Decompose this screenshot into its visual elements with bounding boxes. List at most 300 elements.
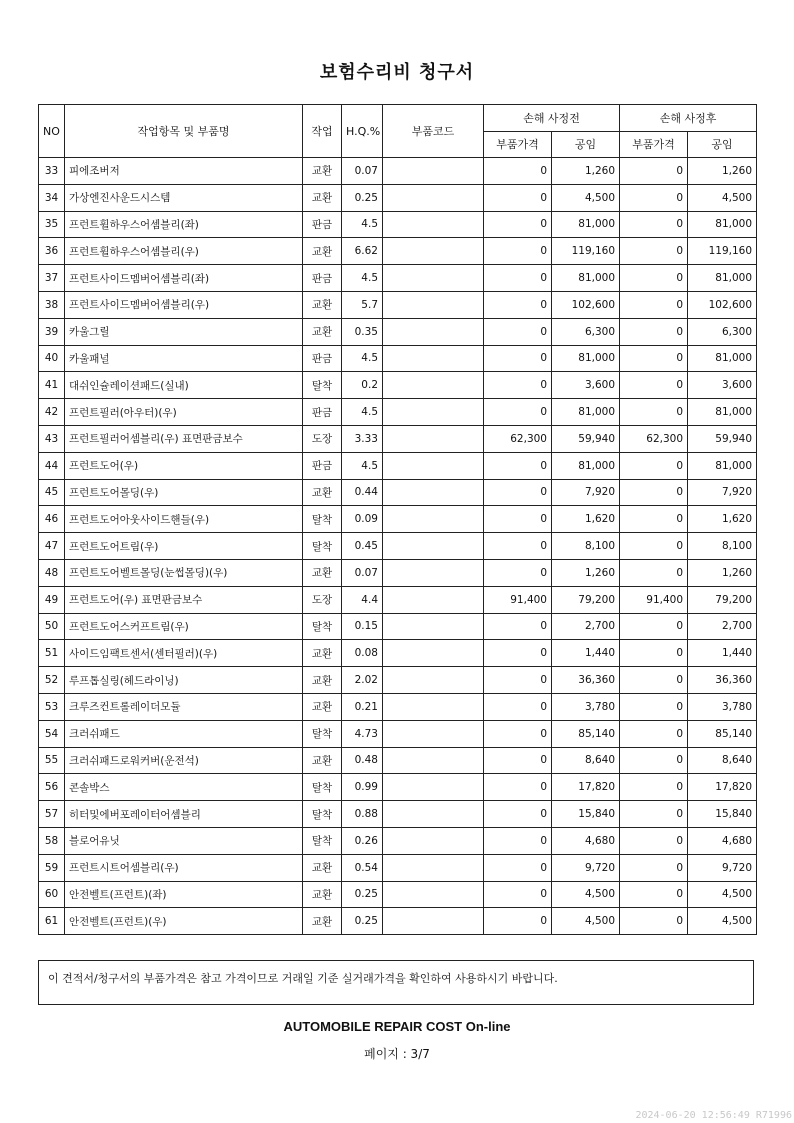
table-row xyxy=(39,774,757,801)
work-type: 탈착 xyxy=(303,613,342,640)
work-type: 교환 xyxy=(303,881,342,908)
after-labor: 3,780 xyxy=(688,693,757,720)
item-name: 콘솔박스 xyxy=(65,774,303,801)
hq-value: 4.5 xyxy=(342,211,383,238)
item-name: 블로어유닛 xyxy=(65,827,303,854)
after-labor: 102,600 xyxy=(688,291,757,318)
part-code xyxy=(383,238,484,265)
before-labor: 1,260 xyxy=(552,158,620,185)
item-name: 프런트도어트림(우) xyxy=(65,533,303,560)
hq-value: 0.21 xyxy=(342,693,383,720)
before-part-price: 0 xyxy=(484,747,552,774)
before-labor: 102,600 xyxy=(552,291,620,318)
after-part-price: 0 xyxy=(620,827,688,854)
after-part-price: 0 xyxy=(620,667,688,694)
part-code xyxy=(383,854,484,881)
table-row xyxy=(39,238,757,265)
before-labor: 81,000 xyxy=(552,399,620,426)
table-row xyxy=(39,720,757,747)
row-no: 52 xyxy=(39,667,65,694)
work-type: 판금 xyxy=(303,265,342,292)
after-labor-header: 공임 xyxy=(688,131,757,158)
before-part-price: 0 xyxy=(484,827,552,854)
part-code xyxy=(383,586,484,613)
row-no: 46 xyxy=(39,506,65,533)
row-no: 50 xyxy=(39,613,65,640)
before-labor: 2,700 xyxy=(552,613,620,640)
before-part-price: 0 xyxy=(484,452,552,479)
before-part-price: 91,400 xyxy=(484,586,552,613)
row-no: 41 xyxy=(39,372,65,399)
after-part-price: 0 xyxy=(620,613,688,640)
after-labor: 119,160 xyxy=(688,238,757,265)
after-part-price: 0 xyxy=(620,452,688,479)
hq-value: 6.62 xyxy=(342,238,383,265)
hq-value: 0.54 xyxy=(342,854,383,881)
page-number: 페이지 : 3/7 xyxy=(364,1047,430,1061)
row-no: 51 xyxy=(39,640,65,667)
before-labor: 81,000 xyxy=(552,452,620,479)
hq-value: 0.88 xyxy=(342,801,383,828)
table-body xyxy=(39,158,757,935)
after-part-price: 0 xyxy=(620,693,688,720)
work-type: 탈착 xyxy=(303,372,342,399)
before-part-price: 0 xyxy=(484,720,552,747)
col-no-header: NO xyxy=(39,105,65,158)
table-row xyxy=(39,425,757,452)
row-no: 58 xyxy=(39,827,65,854)
before-labor: 81,000 xyxy=(552,345,620,372)
after-labor: 4,500 xyxy=(688,908,757,935)
after-labor: 79,200 xyxy=(688,586,757,613)
table-row xyxy=(39,211,757,238)
item-name: 프런트도어몰딩(우) xyxy=(65,479,303,506)
before-labor: 3,780 xyxy=(552,693,620,720)
after-part-price: 0 xyxy=(620,345,688,372)
before-labor: 85,140 xyxy=(552,720,620,747)
part-code xyxy=(383,693,484,720)
item-name: 프런트사이드멤버어셈블리(좌) xyxy=(65,265,303,292)
item-name: 루프톱실링(헤드라이닝) xyxy=(65,667,303,694)
table-row xyxy=(39,318,757,345)
hq-value: 0.07 xyxy=(342,559,383,586)
after-labor: 81,000 xyxy=(688,399,757,426)
hq-value: 0.45 xyxy=(342,533,383,560)
before-labor: 81,000 xyxy=(552,265,620,292)
hq-value: 3.33 xyxy=(342,425,383,452)
before-part-price: 0 xyxy=(484,184,552,211)
row-no: 38 xyxy=(39,291,65,318)
table-row xyxy=(39,345,757,372)
before-labor: 7,920 xyxy=(552,479,620,506)
part-code xyxy=(383,774,484,801)
work-type: 교환 xyxy=(303,854,342,881)
part-code xyxy=(383,640,484,667)
table-row xyxy=(39,533,757,560)
after-labor: 1,260 xyxy=(688,559,757,586)
before-labor: 81,000 xyxy=(552,211,620,238)
work-type: 판금 xyxy=(303,452,342,479)
part-code xyxy=(383,908,484,935)
part-code xyxy=(383,533,484,560)
table-row xyxy=(39,801,757,828)
hq-value: 0.44 xyxy=(342,479,383,506)
item-name: 프런트도어벨트몰딩(눈썹몰딩)(우) xyxy=(65,559,303,586)
row-no: 40 xyxy=(39,345,65,372)
row-no: 57 xyxy=(39,801,65,828)
row-no: 34 xyxy=(39,184,65,211)
after-labor: 81,000 xyxy=(688,211,757,238)
after-labor: 8,640 xyxy=(688,747,757,774)
row-no: 36 xyxy=(39,238,65,265)
before-part-price: 0 xyxy=(484,640,552,667)
after-part-price: 0 xyxy=(620,640,688,667)
before-labor: 8,640 xyxy=(552,747,620,774)
before-part-price: 0 xyxy=(484,613,552,640)
item-name: 사이드임팩트센서(센터필러)(우) xyxy=(65,640,303,667)
row-no: 33 xyxy=(39,158,65,185)
after-labor: 6,300 xyxy=(688,318,757,345)
before-labor: 1,260 xyxy=(552,559,620,586)
before-part-price: 0 xyxy=(484,291,552,318)
item-name: 프런트필러(아우터)(우) xyxy=(65,399,303,426)
after-part-price: 0 xyxy=(620,747,688,774)
after-part-price: 0 xyxy=(620,479,688,506)
before-labor: 4,680 xyxy=(552,827,620,854)
work-type: 탈착 xyxy=(303,720,342,747)
after-part-price: 91,400 xyxy=(620,586,688,613)
before-part-price: 0 xyxy=(484,158,552,185)
part-code xyxy=(383,291,484,318)
item-name: 프런트도어스커프트림(우) xyxy=(65,613,303,640)
print-timestamp: 2024-06-20 12:56:49 R71996 xyxy=(635,1110,792,1121)
table-row xyxy=(39,184,757,211)
table-row xyxy=(39,881,757,908)
row-no: 54 xyxy=(39,720,65,747)
work-type: 교환 xyxy=(303,667,342,694)
work-type: 교환 xyxy=(303,238,342,265)
hq-value: 4.5 xyxy=(342,399,383,426)
before-part-price: 0 xyxy=(484,238,552,265)
before-part-price: 0 xyxy=(484,559,552,586)
hq-value: 0.26 xyxy=(342,827,383,854)
table-row xyxy=(39,613,757,640)
after-labor: 4,500 xyxy=(688,184,757,211)
before-part-price: 0 xyxy=(484,854,552,881)
footer-title: AUTOMOBILE REPAIR COST On-line xyxy=(283,1019,511,1034)
table-row xyxy=(39,559,757,586)
after-part-price: 0 xyxy=(620,238,688,265)
part-code xyxy=(383,399,484,426)
hq-value: 0.08 xyxy=(342,640,383,667)
hq-value: 0.09 xyxy=(342,506,383,533)
part-code xyxy=(383,720,484,747)
after-part-price: 0 xyxy=(620,908,688,935)
item-name: 프런트도어(우) xyxy=(65,452,303,479)
row-no: 60 xyxy=(39,881,65,908)
row-no: 47 xyxy=(39,533,65,560)
after-part-price: 0 xyxy=(620,184,688,211)
col-hq-header: H.Q.% xyxy=(342,105,383,158)
before-labor: 1,440 xyxy=(552,640,620,667)
after-part-price: 0 xyxy=(620,399,688,426)
hq-value: 0.15 xyxy=(342,613,383,640)
item-name: 크러쉬패드 xyxy=(65,720,303,747)
hq-value: 4.5 xyxy=(342,452,383,479)
before-part-price: 0 xyxy=(484,667,552,694)
before-part-price: 0 xyxy=(484,774,552,801)
after-labor: 81,000 xyxy=(688,265,757,292)
hq-value: 0.25 xyxy=(342,881,383,908)
before-labor: 4,500 xyxy=(552,881,620,908)
part-code xyxy=(383,479,484,506)
before-labor: 4,500 xyxy=(552,908,620,935)
hq-value: 2.02 xyxy=(342,667,383,694)
work-type: 도장 xyxy=(303,425,342,452)
item-name: 프런트필러어셈블리(우) 표면판금보수 xyxy=(65,425,303,452)
table-row xyxy=(39,586,757,613)
after-part-price: 0 xyxy=(620,720,688,747)
after-part-price: 0 xyxy=(620,318,688,345)
part-code xyxy=(383,318,484,345)
before-part-price: 0 xyxy=(484,908,552,935)
part-code xyxy=(383,881,484,908)
work-type: 탈착 xyxy=(303,506,342,533)
before-labor: 3,600 xyxy=(552,372,620,399)
hq-value: 5.7 xyxy=(342,291,383,318)
table-row xyxy=(39,693,757,720)
table-row xyxy=(39,399,757,426)
part-code xyxy=(383,613,484,640)
before-labor: 119,160 xyxy=(552,238,620,265)
before-part-price: 0 xyxy=(484,399,552,426)
after-part-price: 0 xyxy=(620,265,688,292)
table-row xyxy=(39,372,757,399)
before-labor: 59,940 xyxy=(552,425,620,452)
after-part-price: 0 xyxy=(620,372,688,399)
work-type: 교환 xyxy=(303,318,342,345)
item-name: 안전벨트(프런트)(좌) xyxy=(65,881,303,908)
work-type: 교환 xyxy=(303,693,342,720)
before-assessment-header: 손해 사정전 xyxy=(484,105,620,132)
repair-cost-table xyxy=(38,104,757,935)
row-no: 53 xyxy=(39,693,65,720)
work-type: 탈착 xyxy=(303,533,342,560)
before-labor-header: 공임 xyxy=(552,131,620,158)
row-no: 59 xyxy=(39,854,65,881)
item-name: 프런트사이드멤버어셈블리(우) xyxy=(65,291,303,318)
col-code-header: 부품코드 xyxy=(383,105,484,158)
before-labor: 4,500 xyxy=(552,184,620,211)
before-part-price: 0 xyxy=(484,801,552,828)
item-name: 대쉬인슐레이션패드(실내) xyxy=(65,372,303,399)
after-part-price: 0 xyxy=(620,774,688,801)
hq-value: 4.5 xyxy=(342,345,383,372)
item-name: 가상엔진사운드시스템 xyxy=(65,184,303,211)
after-labor: 1,620 xyxy=(688,506,757,533)
hq-value: 0.25 xyxy=(342,908,383,935)
work-type: 도장 xyxy=(303,586,342,613)
after-labor: 15,840 xyxy=(688,801,757,828)
table-row xyxy=(39,854,757,881)
after-part-price: 0 xyxy=(620,854,688,881)
table-row xyxy=(39,667,757,694)
after-labor: 17,820 xyxy=(688,774,757,801)
before-labor: 17,820 xyxy=(552,774,620,801)
part-code xyxy=(383,184,484,211)
table-row xyxy=(39,640,757,667)
table-row xyxy=(39,291,757,318)
before-labor: 6,300 xyxy=(552,318,620,345)
part-code xyxy=(383,265,484,292)
part-code xyxy=(383,425,484,452)
before-part-price: 0 xyxy=(484,693,552,720)
work-type: 판금 xyxy=(303,345,342,372)
before-part-price: 0 xyxy=(484,479,552,506)
row-no: 61 xyxy=(39,908,65,935)
after-part-price: 0 xyxy=(620,801,688,828)
after-labor: 8,100 xyxy=(688,533,757,560)
part-code xyxy=(383,345,484,372)
table-row xyxy=(39,827,757,854)
item-name: 프런트시트어셈블리(우) xyxy=(65,854,303,881)
part-code xyxy=(383,801,484,828)
part-code xyxy=(383,211,484,238)
item-name: 프런트도어아웃사이드핸들(우) xyxy=(65,506,303,533)
after-part-price: 0 xyxy=(620,506,688,533)
hq-value: 0.07 xyxy=(342,158,383,185)
hq-value: 0.35 xyxy=(342,318,383,345)
item-name: 크루즈컨트롤레이더모듈 xyxy=(65,693,303,720)
work-type: 탈착 xyxy=(303,774,342,801)
before-part-price: 0 xyxy=(484,372,552,399)
hq-value: 0.2 xyxy=(342,372,383,399)
work-type: 탈착 xyxy=(303,827,342,854)
after-labor: 9,720 xyxy=(688,854,757,881)
price-notice: 이 견적서/청구서의 부품가격은 참고 가격이므로 거래일 기준 실거래가격을 확인하여 사용하시기 바랍니다. xyxy=(38,960,754,1005)
table-row xyxy=(39,265,757,292)
after-part-price: 62,300 xyxy=(620,425,688,452)
before-labor: 79,200 xyxy=(552,586,620,613)
row-no: 55 xyxy=(39,747,65,774)
work-type: 교환 xyxy=(303,640,342,667)
hq-value: 4.5 xyxy=(342,265,383,292)
before-part-price: 0 xyxy=(484,533,552,560)
work-type: 교환 xyxy=(303,559,342,586)
work-type: 판금 xyxy=(303,211,342,238)
item-name: 히터및에버포레이터어셈블리 xyxy=(65,801,303,828)
item-name: 카울그릴 xyxy=(65,318,303,345)
after-part-price: 0 xyxy=(620,158,688,185)
after-labor: 4,680 xyxy=(688,827,757,854)
part-code xyxy=(383,559,484,586)
after-labor: 1,440 xyxy=(688,640,757,667)
after-part-price: 0 xyxy=(620,559,688,586)
before-labor: 1,620 xyxy=(552,506,620,533)
row-no: 39 xyxy=(39,318,65,345)
col-work-header: 작업 xyxy=(303,105,342,158)
table-row xyxy=(39,479,757,506)
before-part-price: 0 xyxy=(484,265,552,292)
before-part-price: 0 xyxy=(484,506,552,533)
after-labor: 81,000 xyxy=(688,345,757,372)
row-no: 45 xyxy=(39,479,65,506)
part-code xyxy=(383,452,484,479)
part-code xyxy=(383,506,484,533)
before-labor: 15,840 xyxy=(552,801,620,828)
after-labor: 81,000 xyxy=(688,452,757,479)
part-code xyxy=(383,158,484,185)
after-part-price: 0 xyxy=(620,881,688,908)
part-code xyxy=(383,372,484,399)
after-labor: 1,260 xyxy=(688,158,757,185)
row-no: 44 xyxy=(39,452,65,479)
work-type: 교환 xyxy=(303,747,342,774)
before-part-price: 0 xyxy=(484,211,552,238)
hq-value: 4.73 xyxy=(342,720,383,747)
after-part-price: 0 xyxy=(620,211,688,238)
row-no: 42 xyxy=(39,399,65,426)
before-part-price: 62,300 xyxy=(484,425,552,452)
row-no: 37 xyxy=(39,265,65,292)
col-item-header: 작업항목 및 부품명 xyxy=(65,105,303,158)
table-row xyxy=(39,506,757,533)
work-type: 판금 xyxy=(303,399,342,426)
item-name: 피에조버저 xyxy=(65,158,303,185)
before-part-price: 0 xyxy=(484,318,552,345)
row-no: 35 xyxy=(39,211,65,238)
before-part-price: 0 xyxy=(484,881,552,908)
row-no: 43 xyxy=(39,425,65,452)
before-labor: 8,100 xyxy=(552,533,620,560)
row-no: 49 xyxy=(39,586,65,613)
part-code xyxy=(383,827,484,854)
work-type: 교환 xyxy=(303,908,342,935)
item-name: 카울패널 xyxy=(65,345,303,372)
hq-value: 0.25 xyxy=(342,184,383,211)
work-type: 교환 xyxy=(303,479,342,506)
work-type: 교환 xyxy=(303,158,342,185)
after-part-price: 0 xyxy=(620,291,688,318)
after-labor: 4,500 xyxy=(688,881,757,908)
hq-value: 4.4 xyxy=(342,586,383,613)
after-labor: 2,700 xyxy=(688,613,757,640)
table-row xyxy=(39,908,757,935)
hq-value: 0.99 xyxy=(342,774,383,801)
part-code xyxy=(383,747,484,774)
item-name: 프런트도어(우) 표면판금보수 xyxy=(65,586,303,613)
after-part-price-header: 부품가격 xyxy=(620,131,688,158)
row-no: 56 xyxy=(39,774,65,801)
before-labor: 36,360 xyxy=(552,667,620,694)
work-type: 탈착 xyxy=(303,801,342,828)
item-name: 프런트휠하우스어셈블리(좌) xyxy=(65,211,303,238)
table-row xyxy=(39,158,757,185)
after-assessment-header: 손해 사정후 xyxy=(620,105,757,132)
after-part-price: 0 xyxy=(620,533,688,560)
before-part-price: 0 xyxy=(484,345,552,372)
document-title: 보험수리비 청구서 xyxy=(319,62,475,83)
table-row xyxy=(39,452,757,479)
table-row xyxy=(39,747,757,774)
part-code xyxy=(383,667,484,694)
after-labor: 7,920 xyxy=(688,479,757,506)
before-part-price-header: 부품가격 xyxy=(484,131,552,158)
after-labor: 36,360 xyxy=(688,667,757,694)
hq-value: 0.48 xyxy=(342,747,383,774)
item-name: 크러쉬패드로워커버(운전석) xyxy=(65,747,303,774)
after-labor: 85,140 xyxy=(688,720,757,747)
